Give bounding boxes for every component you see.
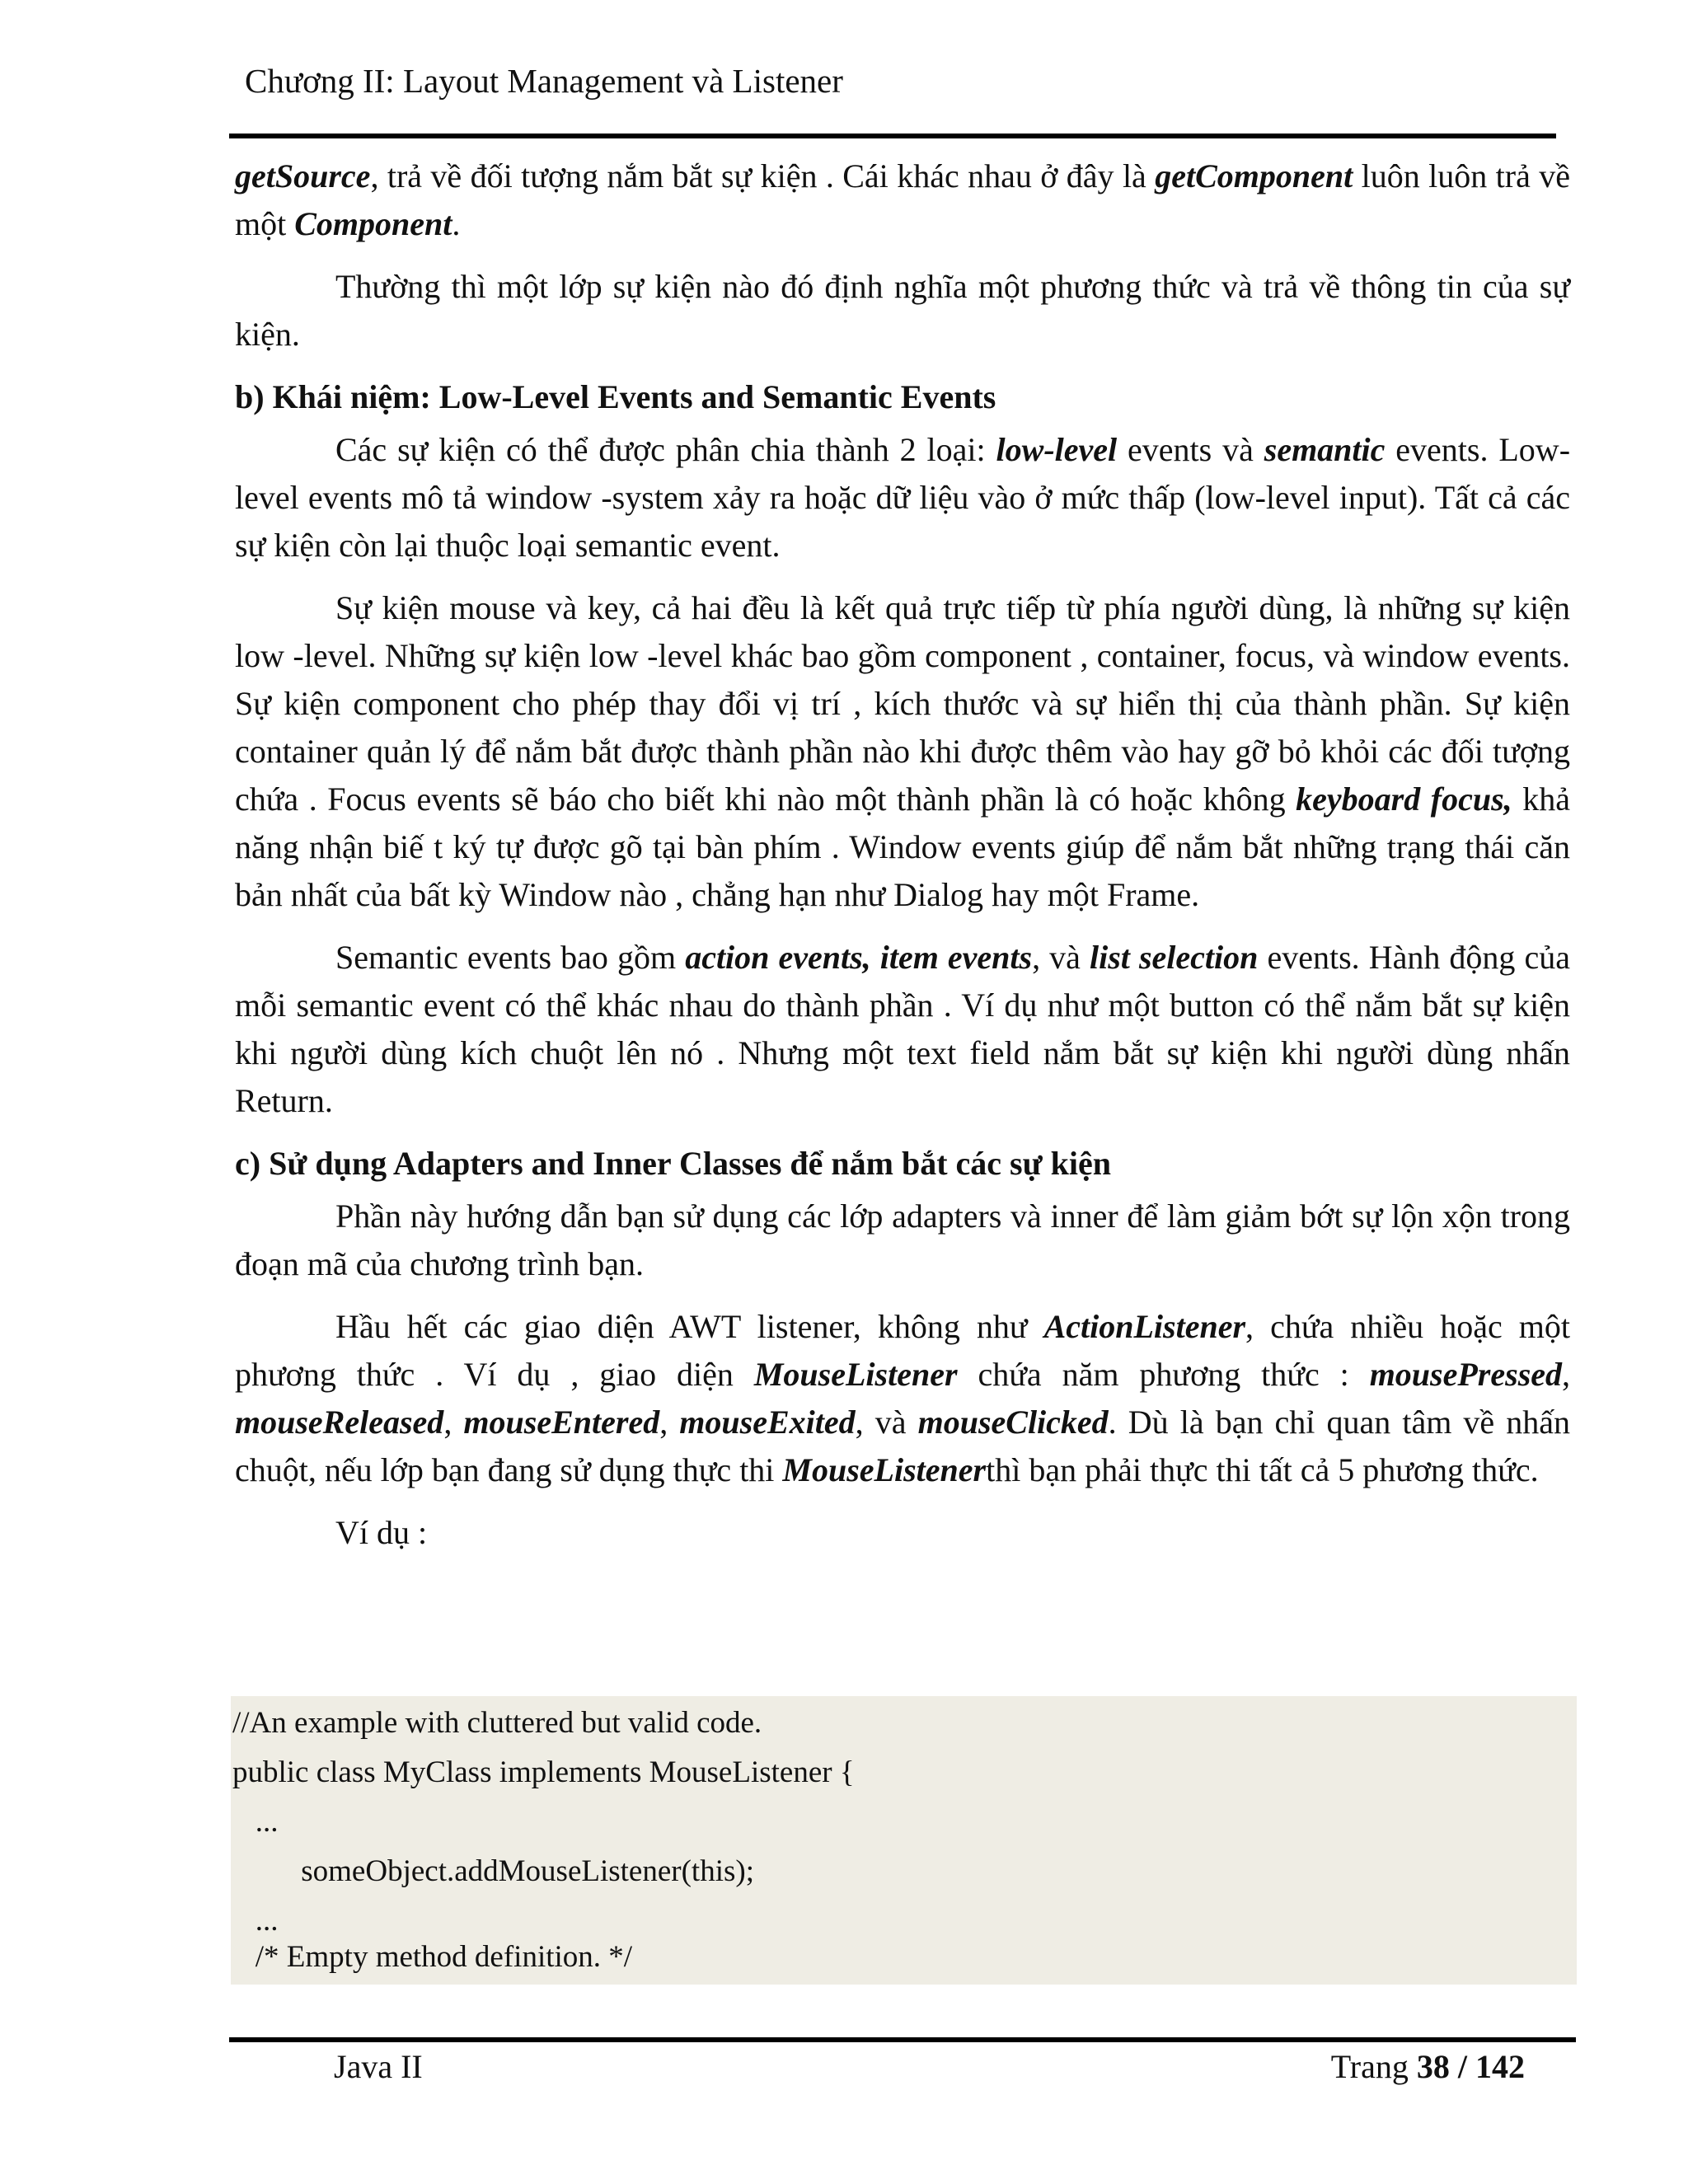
code-line: //An example with cluttered but valid code. — [232, 1706, 762, 1740]
paragraph-example-label: Ví dụ : — [335, 1514, 428, 1551]
section-heading-b: b) Khái niệm: Low-Level Events and Semantic Events — [235, 378, 996, 415]
footer-course-name: Java II — [334, 2048, 423, 2085]
code-line: ... — [232, 1805, 279, 1839]
term-low-level: low-level — [996, 431, 1118, 468]
term-mouseclicked: mouseClicked — [917, 1404, 1109, 1441]
paragraph-getsource: getSource, trả về đối tượng nắm bắt sự kiện . Cái khác nhau ở đây là getComponent luôn luôn trả về một Component. — [235, 157, 1571, 242]
paragraph-event-info: Thường thì một lớp sự kiện nào đó định nghĩa một phương thức và trả về thông tin của sự kiện. — [235, 268, 1570, 353]
document-body — [235, 152, 1570, 1572]
page-number: Trang 38 / 142 — [1330, 2048, 1525, 2085]
term-getsource: getSource — [235, 157, 371, 194]
term-mouseentered: mouseEntered — [463, 1404, 660, 1441]
term-getcomponent: getComponent — [1155, 157, 1353, 194]
term-mouseexited: mouseExited — [679, 1404, 856, 1441]
section-heading-c: c) Sử dụng Adapters and Inner Classes để nắm bắt các sự kiện — [235, 1145, 1111, 1182]
code-line: public class MyClass implements MouseListener { — [232, 1755, 855, 1789]
chapter-header: Chương II: Layout Management và Listener — [245, 62, 843, 100]
term-action-item-events: action events, item events — [685, 939, 1033, 976]
paragraph-adapters-intro: Phần này hướng dẫn bạn sử dụng các lớp adapters và inner để làm giảm bớt sự lộn xộn trong đoạn mã của chương trình bạn. — [235, 1197, 1570, 1282]
code-line: ... — [232, 1904, 279, 1938]
term-list-selection: list selection — [1089, 939, 1259, 976]
header-rule — [229, 134, 1556, 138]
term-semantic: semantic — [1264, 431, 1386, 468]
code-block — [231, 1696, 1577, 1985]
term-mousereleased: mouseReleased — [235, 1404, 444, 1441]
page-current: 38 — [1416, 2048, 1450, 2085]
term-mouselistener-2: MouseListener — [782, 1451, 987, 1488]
paragraph-low-level-events: Sự kiện mouse và key, cả hai đều là kết quả trực tiếp từ phía người dùng, là những sự kiện low -level. Những sự kiện low -level khác bao gồm component , container, focus, và window events. Sự kiện component cho phép thay đổi vị trí , kích thước và sự hiển thị của thành phần. Sự kiện container quản lý để nắm bắt được thành phần nào khi được thêm vào hay gỡ bỏ khỏi các đối tượng chứa . Focus events sẽ báo cho biết khi nào một thành phần là có hoặc không keyboard focus, khả năng nhận biế t ký tự được gõ tại bàn phím . Window events giúp để nắm bắt những trạng thái căn bản nhất của bất kỳ Window nào , chẳng hạn như Dialog hay một Frame. — [235, 589, 1571, 913]
term-mouselistener: MouseListener — [753, 1356, 958, 1393]
paragraph-event-types: Các sự kiện có thể được phân chia thành 2 loại: low-level events và semantic events. Low-level events mô tả window -system xảy ra hoặc dữ liệu vào ở mức thấp (low-level input). Tất cả các sự kiện còn lại thuộc loại semantic event. — [235, 431, 1571, 564]
paragraph-semantic-events: Semantic events bao gồm action events, item events, và list selection events. Hành động của mỗi semantic event có thể khác nhau do thành phần . Ví dụ như một button có thể nắm bắt sự kiện khi người dùng kích chuột lên nó . Nhưng một text field nắm bắt sự kiện khi người dùng nhấn Return. — [235, 939, 1570, 1119]
code-line: /* Empty method definition. */ — [232, 1940, 633, 1974]
term-component: Component — [294, 205, 452, 242]
term-mousepressed: mousePressed — [1369, 1356, 1563, 1393]
code-line: someObject.addMouseListener(this); — [232, 1854, 754, 1888]
page-total: 142 — [1475, 2048, 1525, 2085]
term-keyboard-focus: keyboard focus, — [1296, 780, 1512, 818]
paragraph-mouse-listener: Hầu hết các giao diện AWT listener, không như ActionListener, chứa nhiều hoặc một phương thức . Ví dụ , giao diện MouseListener chứa năm phương thức : mousePressed, mouseReleased, mouseEntered, mouseExited, và mouseClicked. Dù là bạn chỉ quan tâm về nhấn chuột, nếu lớp bạn đang sử dụng thực thi MouseListenerthì bạn phải thực thi tất cả 5 phương thức. — [235, 1308, 1571, 1488]
term-actionlistener: ActionListener — [1043, 1308, 1246, 1345]
page-footer — [229, 2042, 1556, 2184]
